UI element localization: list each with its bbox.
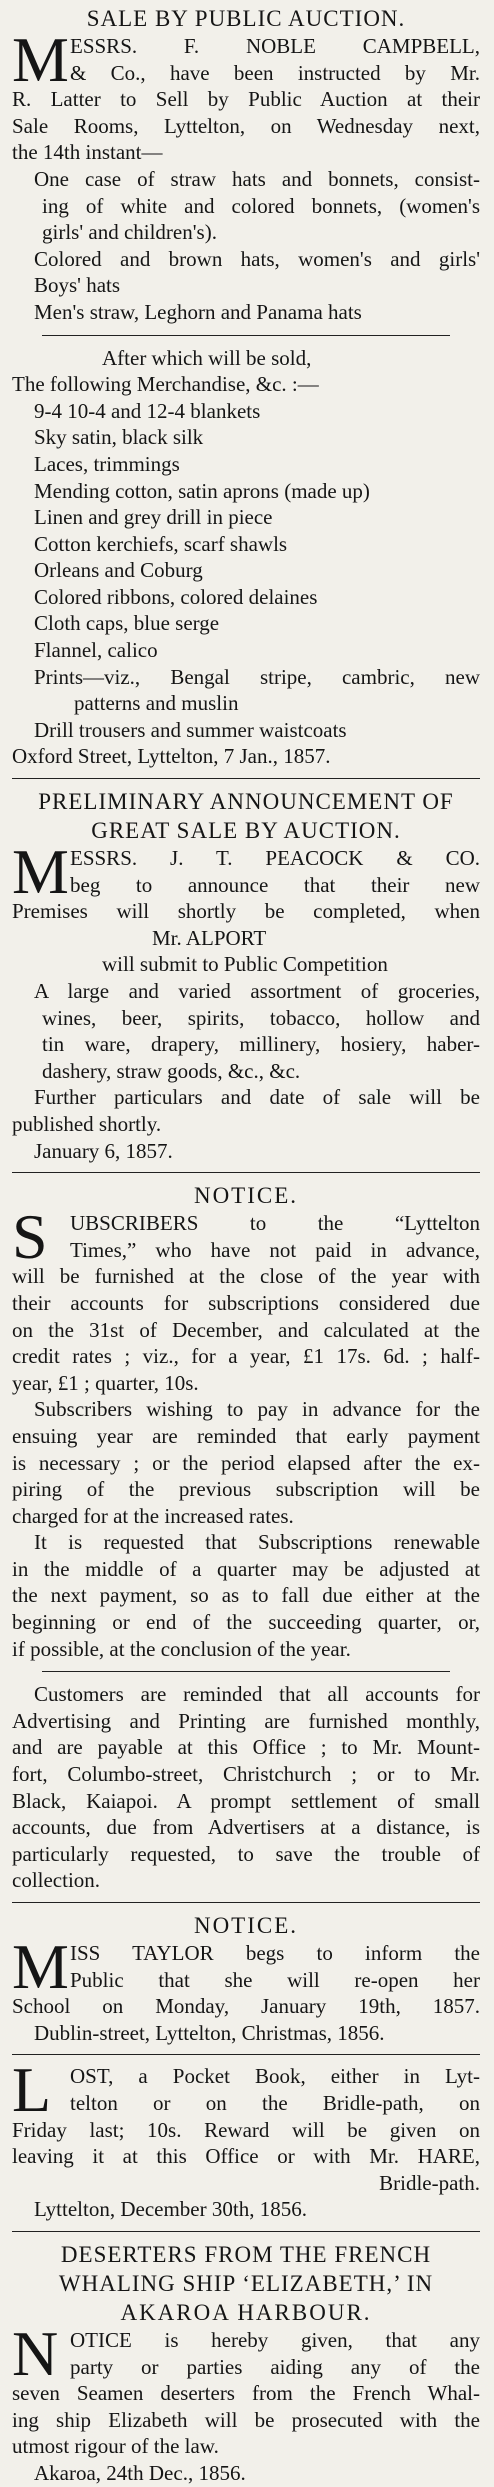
dropcap-letter: M <box>12 1931 69 2002</box>
advert-line: & Co., have been instructed by Mr. <box>70 60 480 85</box>
advert-line: leaving it at this Office or with Mr. HARE, <box>12 2144 480 2169</box>
advert-line: Oxford Street, Lyttelton, 7 Jan., 1857. <box>12 744 331 769</box>
subscribers-notice <box>12 1181 480 1894</box>
advert-line: Boys' hats <box>34 273 121 298</box>
advert-line: beginning or end of the succeeding quarter, or, <box>12 1610 480 1635</box>
advert-divider <box>12 778 480 779</box>
advert-line: dashery, straw goods, &c., &c. <box>42 1058 301 1083</box>
advert-line: in the middle of a quarter may be adjusted at <box>12 1556 480 1581</box>
advert-line: ESSRS. F. NOBLE CAMPBELL, <box>70 34 480 58</box>
advert-line: accounts, due from Advertisers at a distance, is <box>12 1815 480 1840</box>
advert-divider <box>12 1902 480 1903</box>
dropcap-letter: L <box>12 2054 52 2126</box>
advert-line: collection. <box>12 1868 101 1893</box>
lost-notice <box>12 2054 480 2223</box>
advert-line: Mr. ALPORT <box>152 925 267 950</box>
advert-line: 9-4 10-4 and 12-4 blankets <box>34 398 261 423</box>
advert-line: beg to announce that their new <box>70 872 480 897</box>
advert-line: Cotton kerchiefs, scarf shawls <box>34 531 288 556</box>
dropcap-letter: M <box>12 836 69 908</box>
advert-line: ensuing year are reminded that early payment <box>12 1423 480 1448</box>
advert-line: Lyttelton, December 30th, 1856. <box>34 2197 307 2222</box>
deserters-heading: AKAROA HARBOUR. <box>120 2299 372 2325</box>
dropcap-letter: N <box>12 2317 59 2389</box>
advert-line: Subscribers wishing to pay in advance for the <box>34 1397 480 1422</box>
advert-divider <box>12 1172 480 1173</box>
advert-line: After which will be sold, <box>102 345 312 370</box>
advert-line: the 14th instant— <box>12 140 163 165</box>
advert-line: Drill trousers and summer waistcoats <box>34 717 347 742</box>
advert-line: Orleans and Coburg <box>34 558 203 583</box>
advert-line: Mending cotton, satin aprons (made up) <box>34 478 370 503</box>
advert-line: on the 31st of December, and calculated at the <box>12 1317 480 1342</box>
advert-line: published shortly. <box>12 1111 162 1136</box>
announcement-heading: GREAT SALE BY AUCTION. <box>91 818 401 844</box>
advert-line: Friday last; 10s. Reward will be given on <box>12 2117 480 2142</box>
advert-line: Laces, trimmings <box>34 451 180 476</box>
advert-divider <box>12 2054 480 2055</box>
advert-line: School on Monday, January 19th, 1857. <box>12 1994 480 2019</box>
advert-line: girls' and children's). <box>42 220 217 245</box>
advert-line: Sky satin, black silk <box>34 425 204 450</box>
advert-line: will submit to Public Competition <box>102 952 388 977</box>
advert-line: Dublin-street, Lyttelton, Christmas, 1856. <box>34 2020 385 2045</box>
advert-line: One case of straw hats and bonnets, consist- <box>34 166 480 191</box>
advert-line: seven Seamen deserters from the French Whal- <box>12 2381 480 2406</box>
advert-line: Akaroa, 24th Dec., 1856. <box>34 2460 246 2485</box>
advert-line: Black, Kaiapoi. A prompt settlement of small <box>12 1788 480 1813</box>
advert-line: Bridle-path. <box>379 2170 480 2195</box>
advert-line: patterns and muslin <box>74 691 239 716</box>
separator-rule <box>42 335 450 336</box>
advert-line: Linen and grey drill in piece <box>34 505 273 530</box>
advert-line: It is requested that Subscriptions renewable <box>34 1530 480 1555</box>
advert-line: Times,” who have not paid in advance, <box>70 1237 480 1262</box>
advert-line: R. Latter to Sell by Public Auction at their <box>12 87 480 112</box>
advert-line: party or parties aiding any of the <box>70 2354 480 2379</box>
school-notice <box>12 1911 480 2046</box>
advert-line: UBSCRIBERS to the “Lyttelton <box>70 1211 480 1236</box>
advert-line: piring of the previous subscription will be <box>12 1477 480 1502</box>
advert-line: Further particulars and date of sale will be <box>34 1085 480 1110</box>
advert-line: ESSRS. J. T. PEACOCK & CO. <box>70 846 480 871</box>
advert-line: Sale Rooms, Lyttelton, on Wednesday next, <box>12 113 480 138</box>
advert-line: wines, beer, spirits, tobacco, hollow and <box>42 1005 480 1030</box>
deserters-heading: DESERTERS FROM THE FRENCH <box>60 2241 432 2267</box>
advert-line: A large and varied assortment of groceries, <box>34 979 480 1003</box>
advert-line: if possible, at the conclusion of the year. <box>12 1636 351 1661</box>
advert-line: Men's straw, Leghorn and Panama hats <box>34 299 362 324</box>
advert-line: charged for at the increased rates. <box>12 1503 294 1528</box>
advert-line: telton or on the Bridle-path, on <box>70 2090 480 2115</box>
advert-line: Cloth caps, blue serge <box>34 611 220 636</box>
advert-line: fort, Columbo-street, Christchurch ; or to Mr. <box>12 1762 480 1787</box>
advert-line: ing of white and colored bonnets, (women's <box>42 193 480 218</box>
announcement-advert <box>12 787 480 1164</box>
advert-line: is necessary ; or the period elapsed after the ex- <box>12 1450 480 1475</box>
auction-advert <box>12 4 480 770</box>
auction-heading: SALE BY PUBLIC AUCTION. <box>86 6 406 31</box>
advert-line: OTICE is hereby given, that any <box>70 2327 480 2352</box>
dropcap-letter: S <box>12 1201 48 1273</box>
advert-divider <box>12 2231 480 2232</box>
advert-line: and are payable at this Office ; to Mr. Mount- <box>12 1735 480 1760</box>
advert-line: their accounts for subscriptions considered due <box>12 1290 480 1315</box>
notice-heading: NOTICE. <box>193 1183 299 1209</box>
advert-line: Premises will shortly be completed, when <box>12 899 480 924</box>
advert-line: Colored ribbons, colored delaines <box>34 584 318 609</box>
advert-line: OST, a Pocket Book, either in Lyt- <box>70 2064 480 2089</box>
advert-line: particularly requested, to save the trouble of <box>12 1841 480 1866</box>
advert-line: January 6, 1857. <box>34 1138 173 1163</box>
notice-heading: NOTICE. <box>193 1913 299 1938</box>
advert-line: will be furnished at the close of the year with <box>12 1264 480 1289</box>
advert-line: the next payment, so as to fall due either at the <box>12 1583 480 1608</box>
advert-line: Public that she will re-open her <box>70 1967 480 1992</box>
dropcap-letter: M <box>12 24 69 95</box>
advert-line: credit rates ; viz., for a year, £1 17s. 6d. ; half- <box>12 1344 480 1369</box>
advert-line: Advertising and Printing are furnished monthly, <box>12 1708 480 1733</box>
advert-line: Customers are reminded that all accounts for <box>34 1682 480 1707</box>
deserters-notice <box>12 2240 480 2487</box>
advert-line: tin ware, drapery, millinery, hosiery, haber- <box>42 1032 480 1057</box>
advert-line: Colored and brown hats, women's and girls' <box>34 246 480 271</box>
advert-line: Prints—viz., Bengal stripe, cambric, new <box>34 664 480 689</box>
separator-rule <box>42 1671 450 1672</box>
advert-line: year, £1 ; quarter, 10s. <box>12 1370 199 1395</box>
advert-line: The following Merchandise, &c. :— <box>12 372 319 397</box>
advert-line: ISS TAYLOR begs to inform the <box>70 1941 480 1965</box>
deserters-heading: WHALING SHIP ‘ELIZABETH,’ IN <box>58 2270 434 2296</box>
announcement-heading: PRELIMINARY ANNOUNCEMENT OF <box>38 789 454 815</box>
advert-line: utmost rigour of the law. <box>12 2434 219 2459</box>
advert-line: Flannel, calico <box>34 638 158 663</box>
advert-line: ing ship Elizabeth will be prosecuted with the <box>12 2407 480 2432</box>
